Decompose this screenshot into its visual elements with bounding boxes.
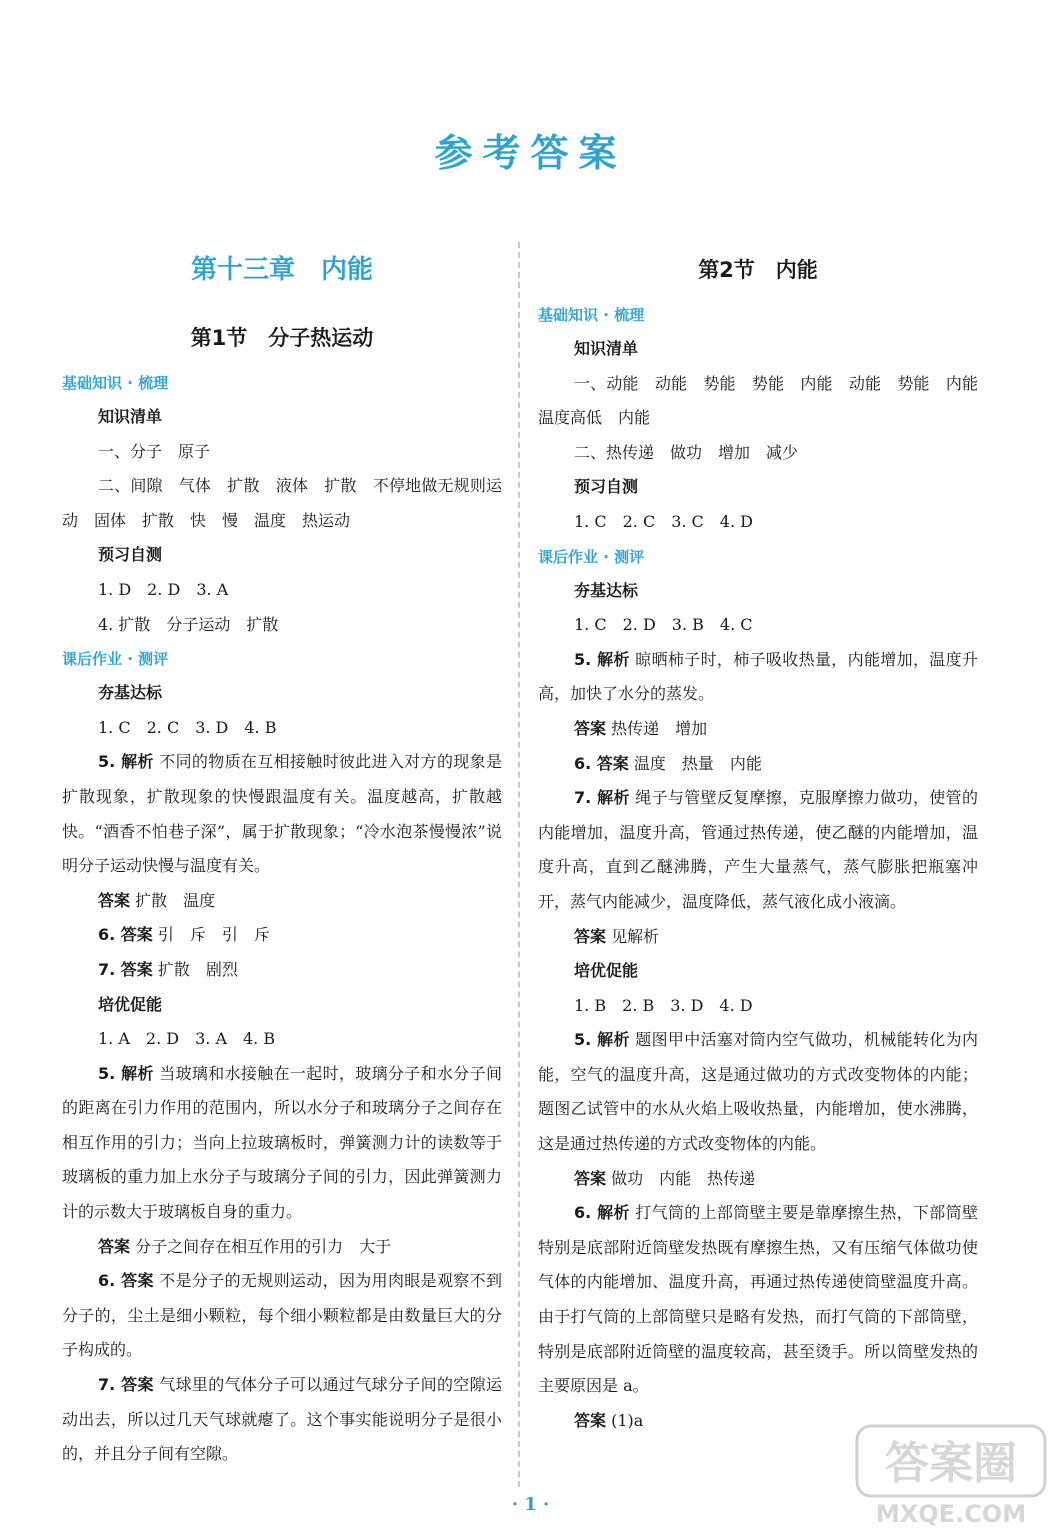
answer-line: 1. A 2. D 3. A 4. B	[98, 1029, 276, 1049]
subheading: 知识清单	[98, 407, 163, 426]
left-column	[62, 250, 502, 1472]
explanation: 5. 解析 当玻璃和水接触在一起时，玻璃分子和水分子间的距离在引力作用的范围内，所以水分子和玻璃分子之间存在相互作用的引力；当向上拉玻璃板时，弹簧测力计的读数等于玻璃板的重力加上水分子与玻璃分子间的引力，因此弹簧测力计的示数大于玻璃板自身的重力。	[62, 1063, 502, 1222]
explanation: 6. 答案 不是分子的无规则运动，因为用肉眼是观察不到分子的，尘土是细小颗粒，每个细小颗粒都是由数量巨大的分子构成的。	[62, 1271, 502, 1360]
watermark-url: MXQE.COM	[875, 1500, 1027, 1528]
answer-line: 答案 做功 内能 热传递	[574, 1168, 756, 1188]
answer-line: 1. B 2. B 3. D 4. D	[574, 995, 753, 1015]
answer-line: 1. C 2. C 3. D 4. B	[98, 717, 277, 737]
item-label: 7. 答案	[98, 1375, 154, 1395]
item-label: 答案	[98, 890, 131, 910]
item-label: 6. 答案	[98, 925, 153, 945]
answer-line: 二、间隙 气体 扩散 液体 扩散 不停地做无规则运动 固体 扩散 快 慢 温度 热运动	[62, 476, 502, 530]
section-tag: 课后作业 · 测评	[62, 650, 169, 669]
right-column	[538, 250, 995, 1438]
answer-line: 答案 扩散 温度	[98, 890, 216, 910]
answer-line: 一、动能 动能 势能 势能 内能 动能 势能 内能 温度高低 内能	[538, 373, 995, 428]
item-label: 6. 答案	[574, 753, 629, 773]
section-title: 第2节 内能	[698, 258, 818, 282]
item-label: 5. 解析	[98, 752, 154, 772]
item-label: 7. 答案	[98, 959, 153, 979]
answer-line: 1. C 2. C 3. C 4. D	[574, 511, 753, 531]
answer-line: 二、热传递 做功 增加 减少	[574, 442, 799, 462]
section-title: 第1节 分子热运动	[190, 326, 374, 350]
explanation: 6. 解析 打气筒的上部筒壁主要是靠摩擦生热，下部筒壁特别是底部附近筒壁发热既有摩擦生热，又有压缩气体做功使气体的内能增加、温度升高，再通过热传递使筒壁温度升高。由于打气筒的上部筒壁只是略有发热，而打气筒的下部筒壁，特别是底部附近筒壁的温度较高，甚至烫手。所以筒壁发热的主要原因是 a。	[538, 1203, 978, 1396]
answer-line: 7. 答案 扩散 剧烈	[98, 959, 238, 979]
answer-line: 答案 (1)a	[574, 1410, 644, 1430]
subheading: 知识清单	[574, 339, 639, 358]
subheading: 预习自测	[98, 545, 163, 565]
item-label: 答案	[574, 926, 607, 946]
explanation: 7. 解析 绳子与管壁反复摩擦，克服摩擦力做功，使管的内能增加，温度升高，管通过热传递，使乙醚的内能增加，温度升高，直到乙醚沸腾，产生大量蒸气，蒸气膨胀把瓶塞冲开，蒸气内能减少，温度降低，蒸气液化成小液滴。	[538, 788, 978, 911]
section-tag: 基础知识 · 梳理	[62, 374, 169, 392]
explanation: 5. 解析 晾晒柿子时，柿子吸收热量，内能增加，温度升高，加快了水分的蒸发。	[538, 649, 978, 704]
answer-line: 6. 答案 温度 热量 内能	[574, 753, 762, 773]
item-label: 5. 解析	[574, 1030, 630, 1050]
answer-line: 1. D 2. D 3. A	[98, 579, 229, 599]
item-label: 7. 解析	[574, 788, 630, 808]
explanation: 7. 答案 气球里的气体分子可以通过气球分子间的空隙运动出去，所以过几天气球就瘪了。这个事实能说明分子是很小的，并且分子间有空隙。	[62, 1375, 502, 1464]
explanation: 5. 解析 题图甲中活塞对筒内空气做功，机械能转化为内能，空气的温度升高，这是通过做功的方式改变物体的内能；题图乙试管中的水从火焰上吸收热量，内能增加，使水沸腾，这是通过热传递的方式改变物体的内能。	[538, 1030, 978, 1154]
subheading: 预习自测	[574, 477, 639, 497]
item-label: 答案	[574, 1168, 607, 1188]
watermark-text: 答案圈	[885, 1438, 1017, 1489]
answer-line: 4. 扩散 分子运动 扩散	[98, 614, 279, 634]
item-label: 答案	[574, 718, 607, 738]
subheading: 夯基达标	[574, 580, 639, 600]
answer-line: 答案 见解析	[574, 926, 660, 946]
item-label: 5. 解析	[574, 649, 630, 669]
item-label: 6. 答案	[98, 1271, 154, 1291]
item-label: 答案	[98, 1236, 131, 1256]
subheading: 培优促能	[98, 994, 163, 1014]
answer-line: 答案 热传递 增加	[574, 718, 708, 738]
subheading: 培优促能	[574, 961, 639, 981]
answer-line: 1. C 2. D 3. B 4. C	[574, 615, 753, 635]
answer-line: 答案 分子之间存在相互作用的引力 大于	[98, 1236, 392, 1256]
section-tag: 基础知识 · 梳理	[538, 306, 645, 324]
chapter-title: 第十三章 内能	[190, 255, 373, 285]
item-label: 答案	[574, 1410, 607, 1430]
answer-line: 一、分子 原子	[98, 441, 211, 461]
subheading: 夯基达标	[98, 683, 163, 703]
explanation: 5. 解析 不同的物质在互相接触时彼此进入对方的现象是扩散现象，扩散现象的快慢跟温度有关。温度越高，扩散越快。“酒香不怕巷子深”，属于扩散现象；“冷水泡茶慢慢浓”说明分子运动快慢与温度有关。	[62, 752, 502, 876]
item-label: 6. 解析	[574, 1203, 630, 1223]
answer-line: 6. 答案 引 斥 引 斥	[98, 925, 270, 945]
watermark-logo	[851, 1420, 1051, 1530]
column-divider	[518, 242, 520, 1487]
item-label: 5. 解析	[98, 1063, 154, 1083]
page-title: 参考答案	[434, 131, 627, 175]
section-tag: 课后作业 · 测评	[538, 547, 645, 566]
page-number: · 1 ·	[511, 1494, 550, 1515]
